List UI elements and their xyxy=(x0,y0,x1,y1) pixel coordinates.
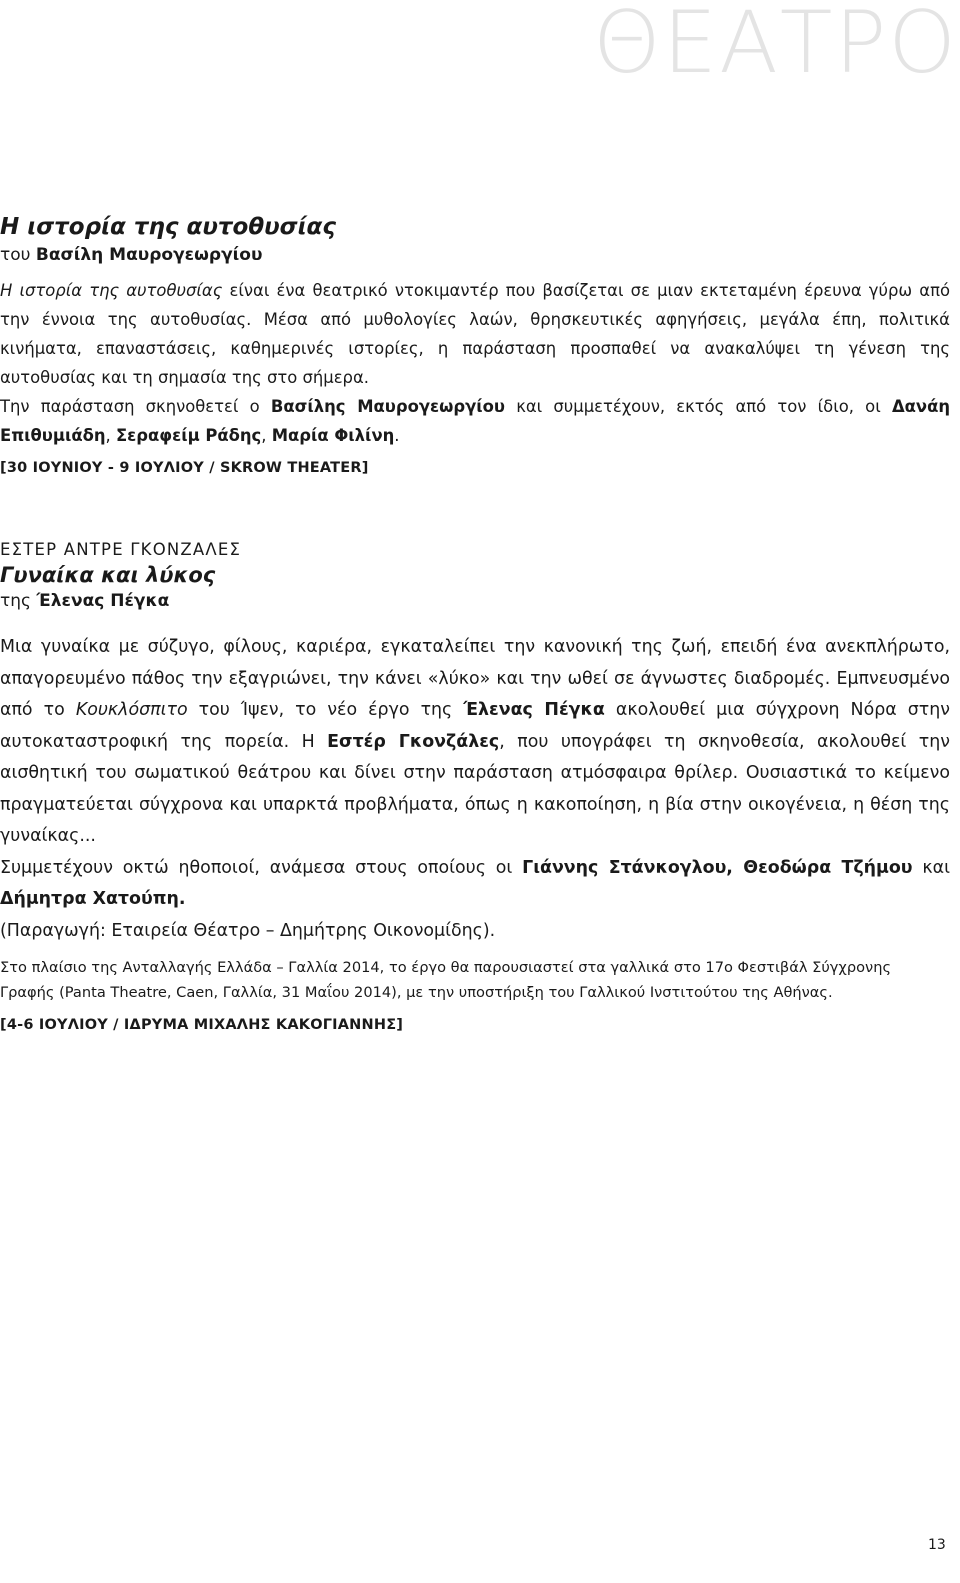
byline-prefix: του xyxy=(0,245,36,265)
page-number: 13 xyxy=(928,1537,946,1553)
body-text: , που υπογράφει τη σκηνοθεσία, ακολουθεί την αισθητική του σωματικού θεάτρου και δίνει στην παράσταση ατμόσφαιρα θρίλερ. Ουσιαστικά το κείμενο πραγματεύεται σύγχρονα και υπαρκτά προβλήματα, όπως η κακοποίηση, η βία στην οικογένεια, η θέση της γυναίκας... xyxy=(0,731,950,846)
article-body xyxy=(0,276,950,392)
section-title: ΘΕΑΤΡΟ xyxy=(593,0,958,93)
separator: , xyxy=(105,426,116,445)
performance-dates: [30 ΙΟΥΝΙΟΥ - 9 ΙΟΥΛΙΟΥ / SKROW THEATER] xyxy=(0,460,369,476)
credits-end: . xyxy=(394,426,400,445)
page-content xyxy=(0,212,950,1037)
byline-author: Έλενας Πέγκα xyxy=(36,591,170,611)
body-italic-title: Η ιστορία της αυτοθυσίας xyxy=(0,281,223,300)
article-history-of-self-sacrifice xyxy=(0,212,950,480)
article-byline xyxy=(0,242,950,268)
article-woman-and-wolf xyxy=(0,538,950,1037)
byline-prefix: της xyxy=(0,591,37,611)
body-text: του Ίψεν, το νέο έργο της xyxy=(187,700,464,720)
article-cast xyxy=(0,853,950,916)
body-text: ακολουθεί μια σύγχρονη Νόρα στην αυτοκαταστροφική της πορεία. Η xyxy=(0,700,950,752)
actor-name: Μαρία Φιλίνη xyxy=(271,426,395,445)
separator: , xyxy=(261,426,272,445)
festival-note: Στο πλαίσιο της Ανταλλαγής Ελλάδα – Γαλλία 2014, το έργο θα παρουσιαστεί στα γαλλικά στο 17ο Φεστιβάλ Σύγχρονης Γραφής (Panta Theatre, Caen, Γαλλία, 31 Μαΐου 2014), με την υποστήριξη του Γαλλικού Ινστιτούτου της Αθήνας. xyxy=(0,959,892,1001)
byline-author: Βασίλη Μαυρογεωργίου xyxy=(35,245,263,265)
body-text: είναι ένα θεατρικό ντοκιμαντέρ που βασίζεται σε μιαν εκτεταμένη έρευνα γύρω από την έννοια της αυτοθυσίας. Μέσα από μυθολογίες λαών, θρησκευτικές αφηγήσεις, μεγάλα έπη, πολιτικά κινήματα, επαναστάσεις, καθημερινές ιστορίες, η παράσταση προσπαθεί να ανακαλύψει τη γένεση της αυτοθυσίας και τη σημασία της στο σήμερα. xyxy=(0,281,950,387)
credits-prefix: Την παράσταση σκηνοθετεί ο xyxy=(0,397,271,416)
body-text: Μια γυναίκα με σύζυγο, φίλους, καριέρα, εγκαταλείπει την κανονική της ζωή, επειδή ένα ανεκπλήρωτο, απαγορευμένο πάθος την εξαγριώνει, την κάνει «λύκο» και την ωθεί σε άγνωστες διαδρομές. Εμπνευσμένο από το xyxy=(0,637,950,720)
director-name: Βασίλης Μαυρογεωργίου xyxy=(270,397,505,416)
credits-mid: και συμμετέχουν, εκτός από τον ίδιο, οι xyxy=(505,397,892,416)
actor-name: Δανάη Επιθυμιάδη xyxy=(0,397,950,445)
article-byline xyxy=(0,588,950,614)
director-name: Εστέρ Γκονζάλες xyxy=(327,731,500,752)
playwright-name: Έλενας Πέγκα xyxy=(463,700,605,720)
cast-prefix: Συμμετέχουν οκτώ ηθοποιοί, ανάμεσα στους οποίους οι xyxy=(0,857,523,878)
cast-mid: και xyxy=(912,857,950,878)
body-italic-title: Κουκλόσπιτο xyxy=(75,700,188,720)
actor-name: Σεραφείμ Ράδης xyxy=(115,426,262,445)
director-heading: ΕΣΤΕΡ ΑΝΤΡΕ ΓΚΟΝΖΑΛΕΣ xyxy=(0,540,242,559)
article-credits xyxy=(0,392,950,450)
performance-dates: [4-6 ΙΟΥΛΙΟΥ / ΙΔΡΥΜΑ ΜΙΧΑΛΗΣ ΚΑΚΟΓΙΑΝΝΗΣ] xyxy=(0,1017,404,1033)
production-credit: (Παραγωγή: Εταιρεία Θέατρο – Δημήτρης Οικονομίδης). xyxy=(0,920,496,941)
article-title: Η ιστορία της αυτοθυσίας xyxy=(0,214,336,240)
article-title: Γυναίκα και λύκος xyxy=(0,563,216,587)
actor-names: Γιάννης Στάνκογλου, Θεοδώρα Τζήμου xyxy=(522,857,913,878)
actor-name: Δήμητρα Χατούπη. xyxy=(0,889,186,909)
article-body xyxy=(0,632,950,853)
